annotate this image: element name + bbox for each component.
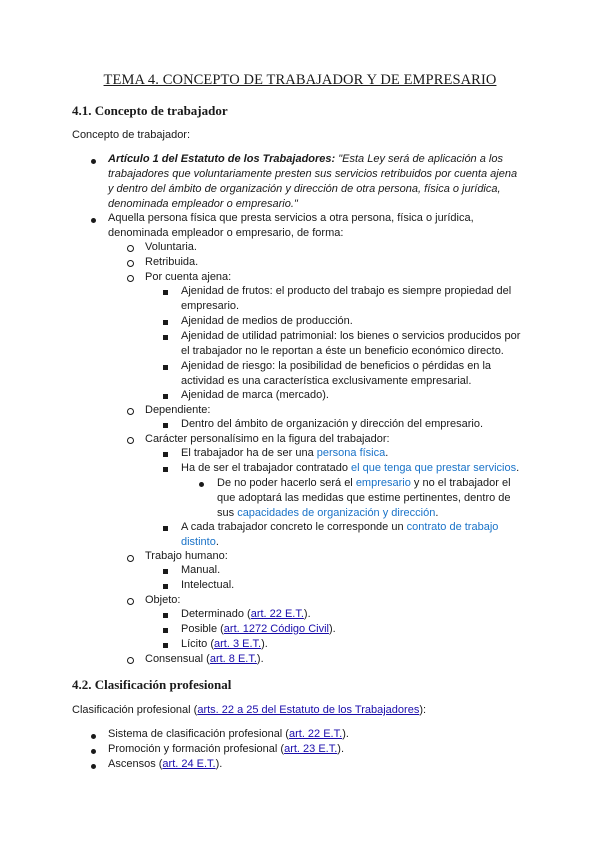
item-retribuida: Retribuida. bbox=[145, 256, 199, 268]
article-1-line-1: Artículo 1 del Estatuto de los Trabajadores: "Esta Ley será de aplicación a los bbox=[108, 153, 503, 165]
caracter-empresario-2: que adoptará las medidas que estime pertinentes, dentro de bbox=[217, 492, 511, 504]
bullet-disc bbox=[91, 734, 96, 739]
bullet-square bbox=[163, 467, 168, 472]
ajenidad-utilidad-1: Ajenidad de utilidad patrimonial: los bienes o servicios producidos por bbox=[181, 330, 521, 342]
article-1-line-3: y dentro del ámbito de organización y dirección de otra persona, física o jurídica, bbox=[108, 183, 501, 195]
bullet-disc bbox=[91, 218, 96, 223]
section-heading-4-2: 4.2. Clasificación profesional bbox=[72, 677, 232, 692]
bullet-square bbox=[163, 569, 168, 574]
section-heading-4-1: 4.1. Concepto de trabajador bbox=[72, 103, 228, 118]
bullet-square bbox=[163, 452, 168, 457]
bullet-circle bbox=[127, 260, 134, 267]
definition-line-2: denominada empleador o empresario, de forma: bbox=[108, 227, 344, 239]
bullet-circle bbox=[127, 657, 134, 664]
ajenidad-marca: Ajenidad de marca (mercado). bbox=[181, 389, 329, 401]
link-art-22[interactable]: art. 22 E.T. bbox=[250, 608, 304, 620]
item-objeto: Objeto: bbox=[145, 594, 181, 606]
bullet-disc bbox=[91, 159, 96, 164]
ajenidad-frutos-1: Ajenidad de frutos: el producto del trabajo es siempre propiedad del bbox=[181, 285, 512, 297]
clasificacion-item-2: Promoción y formación profesional (art. 23 E.T.). bbox=[108, 743, 345, 755]
bullet-disc bbox=[199, 482, 204, 487]
link-art-24-et[interactable]: art. 24 E.T. bbox=[162, 758, 216, 770]
caracter-empresario-1: De no poder hacerlo será el empresario y no el trabajador el bbox=[217, 477, 511, 489]
caracter-empresario-3: sus capacidades de organización y dirección. bbox=[217, 507, 439, 519]
ajenidad-riesgo-2: actividad es una característica exclusivamente empresarial. bbox=[181, 375, 472, 387]
bullet-square bbox=[163, 394, 168, 399]
bullet-square bbox=[163, 613, 168, 618]
bullet-square bbox=[163, 628, 168, 633]
caracter-contrato-1: A cada trabajador concreto le corresponde un contrato de trabajo bbox=[181, 521, 499, 533]
definition-line-1: Aquella persona física que presta servicios a otra persona, física o jurídica, bbox=[108, 212, 474, 224]
item-voluntaria: Voluntaria. bbox=[145, 241, 197, 253]
humano-manual: Manual. bbox=[181, 564, 221, 576]
bullet-disc bbox=[91, 749, 96, 754]
bullet-square bbox=[163, 335, 168, 340]
objeto-determinado: Determinado (art. 22 E.T.). bbox=[181, 608, 311, 620]
bullet-circle bbox=[127, 598, 134, 605]
bullet-square bbox=[163, 643, 168, 648]
page-title: TEMA 4. CONCEPTO DE TRABAJADOR Y DE EMPRESARIO bbox=[103, 72, 497, 88]
bullet-square bbox=[163, 365, 168, 370]
article-1-line-2: trabajadores que voluntariamente presten sus servicios retribuidos por cuenta ajena bbox=[108, 168, 518, 180]
link-art-3[interactable]: art. 3 E.T. bbox=[214, 638, 262, 650]
item-ajena: Por cuenta ajena: bbox=[145, 271, 232, 283]
humano-intelectual: Intelectual. bbox=[181, 579, 235, 591]
bullet-square bbox=[163, 526, 168, 531]
caracter-contrato-2: distinto. bbox=[181, 536, 219, 548]
item-caracter: Carácter personalísimo en la figura del trabajador: bbox=[145, 433, 390, 445]
item-dependiente: Dependiente: bbox=[145, 404, 211, 416]
item-humano: Trabajo humano: bbox=[145, 550, 228, 562]
objeto-posible: Posible (art. 1272 Código Civil). bbox=[181, 623, 336, 635]
link-art-1272[interactable]: art. 1272 Código Civil bbox=[223, 623, 329, 635]
link-art-23-et[interactable]: art. 23 E.T. bbox=[284, 743, 338, 755]
bullet-circle bbox=[127, 408, 134, 415]
ajenidad-utilidad-2: el trabajador no le reportan a éste un beneficio económico directo. bbox=[181, 345, 504, 357]
caracter-contratado: Ha de ser el trabajador contratado el que tenga que prestar servicios. bbox=[181, 462, 520, 474]
dependiente-detalle: Dentro del ámbito de organización y dirección del empresario. bbox=[181, 418, 484, 430]
clasificacion-item-3: Ascensos (art. 24 E.T.). bbox=[108, 758, 223, 770]
clasificacion-item-1: Sistema de clasificación profesional (art. 22 E.T.). bbox=[108, 728, 349, 740]
clasificacion-intro: Clasificación profesional (arts. 22 a 25 del Estatuto de los Trabajadores): bbox=[72, 704, 427, 716]
bullet-circle bbox=[127, 437, 134, 444]
ajenidad-medios: Ajenidad de medios de producción. bbox=[181, 315, 353, 327]
ajenidad-riesgo-1: Ajenidad de riesgo: la posibilidad de beneficios o pérdidas en la bbox=[181, 360, 492, 372]
link-art-22-et[interactable]: art. 22 E.T. bbox=[288, 728, 343, 740]
link-arts-22-25[interactable]: arts. 22 a 25 del Estatuto de los Trabajadores bbox=[197, 704, 420, 716]
item-consensual: Consensual (art. 8 E.T.). bbox=[145, 653, 264, 665]
bullet-disc bbox=[91, 764, 96, 769]
article-1-line-4: denominada empleador o empresario." bbox=[108, 198, 298, 210]
caracter-persona-fisica: El trabajador ha de ser una persona física. bbox=[181, 447, 389, 459]
link-art-8[interactable]: art. 8 E.T. bbox=[209, 653, 257, 665]
bullet-circle bbox=[127, 245, 134, 252]
bullet-square bbox=[163, 320, 168, 325]
bullet-square bbox=[163, 290, 168, 295]
intro-text: Concepto de trabajador: bbox=[72, 129, 191, 141]
bullet-square bbox=[163, 423, 168, 428]
bullet-circle bbox=[127, 275, 134, 282]
bullet-square bbox=[163, 584, 168, 589]
objeto-licito: Lícito (art. 3 E.T.). bbox=[181, 638, 268, 650]
bullet-circle bbox=[127, 555, 134, 562]
ajenidad-frutos-2: empresario. bbox=[181, 300, 240, 312]
